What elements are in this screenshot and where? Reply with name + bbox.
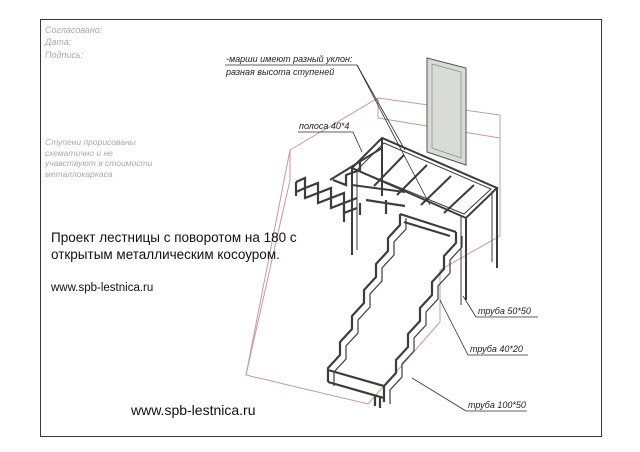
stamp-date: Дата:	[45, 37, 72, 47]
website-url-large[interactable]: www.spb-lestnica.ru	[131, 402, 256, 418]
title-line: Проект лестницы с поворотом на 180 с	[51, 230, 297, 245]
note-line: Ступени прорисованы	[45, 137, 136, 147]
lower-march	[328, 214, 462, 408]
title-line: открытым металлическим косоуром.	[51, 247, 280, 262]
marches-note-line2: разная высота ступеней	[226, 67, 335, 77]
upper-march	[296, 160, 405, 222]
pipe-40-label: труба 40*20	[470, 344, 523, 354]
strip-label: полоса 40*4	[299, 121, 350, 131]
website-url-small[interactable]: www.spb-lestnica.ru	[51, 282, 154, 294]
pipe-100-label: труба 100*50	[468, 400, 526, 410]
pipe-50-label: труба 50*50	[478, 306, 531, 316]
marches-note-line1: -марши имеют разный уклон:	[226, 54, 353, 64]
stamp-approved: Согласовано:	[45, 25, 103, 35]
door-panel	[427, 58, 466, 165]
note-line: схематично и не	[45, 147, 113, 158]
project-title	[51, 229, 297, 263]
stamp-signature: Подпись:	[45, 50, 84, 60]
note-line: учавствуют в стоимости	[45, 158, 153, 168]
note-line: металлокаркаса	[45, 168, 113, 179]
landing-frame	[330, 138, 497, 305]
